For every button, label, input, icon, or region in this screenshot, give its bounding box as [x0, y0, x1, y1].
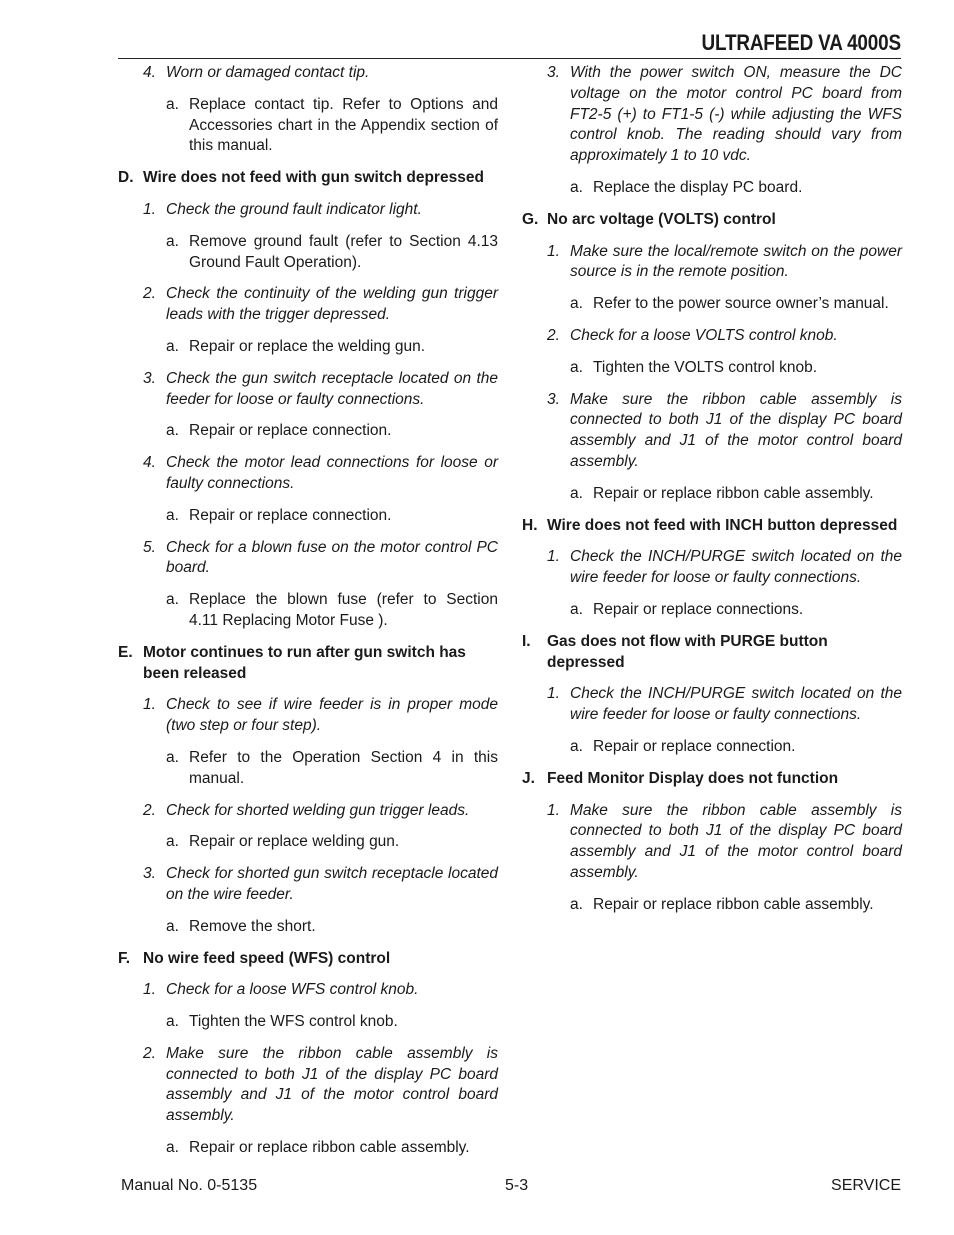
- section-heading: [522, 632, 902, 674]
- section-heading-text: Motor continues to run after gun switch has been released: [143, 643, 466, 682]
- check-step-number: 1.: [143, 200, 156, 218]
- corrective-action-text: Repair or replace connections.: [593, 600, 804, 618]
- corrective-action: [570, 178, 902, 199]
- check-step-number: 4.: [143, 64, 156, 81]
- check-step-text: Make sure the local/remote switch on the power source is in the remote position.: [570, 242, 902, 281]
- corrective-action-number: a.: [166, 95, 179, 113]
- corrective-action: [166, 232, 498, 274]
- check-step-number: 1.: [143, 696, 156, 714]
- corrective-action-number: a.: [166, 337, 179, 355]
- corrective-action: [166, 95, 498, 157]
- check-step-number: 3.: [143, 369, 156, 387]
- corrective-action-text: Tighten the VOLTS control knob.: [593, 358, 818, 376]
- check-step-number: 3.: [547, 390, 560, 408]
- check-step: [143, 695, 498, 737]
- corrective-action-text: Refer to the Operation Section 4 in this manual.: [189, 748, 498, 787]
- document-title: ULTRAFEED VA 4000S: [701, 30, 901, 55]
- check-step-number: 4.: [143, 454, 156, 472]
- left-column: [118, 63, 498, 1170]
- section-heading-number: E.: [118, 643, 133, 661]
- check-step: [143, 980, 498, 1001]
- section-heading-number: D.: [118, 169, 134, 187]
- check-step: [547, 547, 902, 589]
- check-step: [143, 284, 498, 326]
- check-step-text: Check for shorted gun switch receptacle located on the wire feeder.: [166, 865, 498, 903]
- check-step-text: Check for a loose WFS control knob.: [166, 981, 419, 999]
- section-heading-number: I.: [522, 632, 531, 650]
- section-heading-text: Wire does not feed with INCH button depressed: [547, 516, 898, 534]
- corrective-action-text: Repair or replace connection.: [189, 506, 392, 524]
- corrective-action: [166, 917, 498, 938]
- corrective-action: [166, 1012, 498, 1033]
- section-heading: [522, 210, 902, 231]
- check-step: [143, 1044, 498, 1127]
- corrective-action-text: Repair or replace connection.: [593, 737, 796, 755]
- check-step-text: Check the INCH/PURGE switch located on the wire feeder for loose or faulty connections.: [570, 685, 902, 724]
- page-number: 5-3: [505, 1177, 529, 1194]
- corrective-action-text: Repair or replace ribbon cable assembly.: [593, 484, 874, 502]
- check-step-text: Check the gun switch receptacle located on the feeder for loose or faulty connections.: [166, 369, 498, 408]
- corrective-action: [570, 358, 902, 379]
- corrective-action-number: a.: [166, 422, 179, 440]
- corrective-action-number: a.: [166, 591, 179, 609]
- section-heading-text: Gas does not flow with PURGE button depressed: [547, 632, 828, 671]
- corrective-action-text: Repair or replace welding gun.: [189, 833, 400, 851]
- corrective-action-number: a.: [570, 737, 583, 755]
- corrective-action-number: a.: [570, 358, 583, 376]
- check-step: [547, 684, 902, 726]
- corrective-action: [166, 421, 498, 442]
- section-heading: [118, 949, 498, 970]
- check-step-text: Check to see if wire feeder is in proper mode (two step or four step).: [166, 696, 498, 735]
- corrective-action-number: a.: [570, 178, 583, 196]
- check-step-text: Make sure the ribbon cable assembly is connected to both J1 of the display PC board assembly and J1 of the motor control board assembly.: [570, 801, 902, 881]
- section-heading: [118, 168, 498, 189]
- check-step: [143, 63, 498, 84]
- corrective-action-text: Repair or replace the welding gun.: [189, 337, 426, 355]
- check-step-text: Worn or damaged contact tip.: [166, 64, 370, 81]
- check-step: [143, 538, 498, 580]
- section-heading-number: H.: [522, 516, 538, 534]
- corrective-action: [166, 337, 498, 358]
- check-step: [143, 369, 498, 411]
- right-column: [522, 63, 902, 927]
- section-heading-number: G.: [522, 210, 539, 228]
- section-heading: [522, 516, 902, 537]
- corrective-action: [570, 895, 902, 916]
- section-heading-text: No arc voltage (VOLTS) control: [547, 210, 776, 228]
- corrective-action-number: a.: [166, 748, 179, 766]
- check-step-text: Make sure the ribbon cable assembly is connected to both J1 of the display PC board assembly and J1 of the motor control board assembly.: [166, 1044, 498, 1125]
- corrective-action-text: Refer to the power source owner’s manual.: [593, 295, 889, 313]
- check-step: [143, 453, 498, 495]
- check-step-text: Check for a loose VOLTS control knob.: [570, 326, 838, 344]
- check-step-number: 3.: [547, 64, 560, 81]
- corrective-action: [570, 484, 902, 505]
- corrective-action-number: a.: [166, 506, 179, 524]
- check-step-text: Check the motor lead connections for loose or faulty connections.: [166, 454, 498, 492]
- corrective-action-text: Repair or replace ribbon cable assembly.: [593, 895, 874, 913]
- section-heading: [118, 643, 498, 685]
- check-step-number: 5.: [143, 538, 156, 556]
- corrective-action-number: a.: [166, 1139, 179, 1157]
- check-step-text: Check the continuity of the welding gun trigger leads with the trigger depressed.: [166, 285, 498, 324]
- corrective-action-number: a.: [570, 600, 583, 618]
- corrective-action: [570, 294, 902, 315]
- section-heading-text: No wire feed speed (WFS) control: [143, 949, 391, 967]
- corrective-action: [570, 737, 902, 758]
- check-step: [143, 801, 498, 822]
- corrective-action-number: a.: [570, 484, 583, 502]
- corrective-action-number: a.: [166, 917, 179, 935]
- corrective-action: [166, 832, 498, 853]
- check-step-number: 1.: [547, 685, 560, 703]
- check-step: [143, 200, 498, 221]
- corrective-action-text: Tighten the WFS control knob.: [189, 1013, 398, 1031]
- check-step: [547, 801, 902, 884]
- corrective-action-number: a.: [570, 295, 583, 313]
- corrective-action: [166, 748, 498, 790]
- corrective-action-text: Repair or replace connection.: [189, 422, 392, 440]
- check-step-text: Check for shorted welding gun trigger leads.: [166, 801, 470, 819]
- check-step: [547, 326, 902, 347]
- section-name: SERVICE: [831, 1177, 901, 1194]
- corrective-action: [570, 600, 902, 621]
- section-heading-number: J.: [522, 769, 535, 787]
- corrective-action-text: Replace contact tip. Refer to Options and Accessories chart in the Appendix section of this manual.: [189, 95, 498, 155]
- corrective-action: [166, 506, 498, 527]
- corrective-action-number: a.: [166, 1013, 179, 1031]
- corrective-action: [166, 590, 498, 632]
- corrective-action-number: a.: [166, 833, 179, 851]
- corrective-action-text: Remove the short.: [189, 917, 316, 935]
- check-step-text: Check for a blown fuse on the motor control PC board.: [166, 538, 498, 577]
- corrective-action-text: Replace the display PC board.: [593, 178, 803, 196]
- corrective-action-text: Repair or replace ribbon cable assembly.: [189, 1139, 470, 1157]
- check-step-text: Check the ground fault indicator light.: [166, 200, 422, 218]
- check-step-text: Make sure the ribbon cable assembly is connected to both J1 of the display PC board assembly and J1 of the motor control board assembly.: [570, 390, 902, 470]
- corrective-action-number: a.: [570, 895, 583, 913]
- check-step: [547, 63, 902, 167]
- check-step-number: 2.: [547, 326, 560, 344]
- check-step: [143, 864, 498, 906]
- check-step-number: 2.: [143, 285, 156, 303]
- check-step-text: Check the INCH/PURGE switch located on the wire feeder for loose or faulty connections.: [570, 548, 902, 587]
- manual-number: Manual No. 0-5135: [121, 1177, 258, 1194]
- check-step-number: 2.: [143, 801, 156, 819]
- corrective-action-text: Remove ground fault (refer to Section 4.13 Ground Fault Operation).: [189, 232, 498, 271]
- check-step-number: 3.: [143, 865, 156, 883]
- check-step-number: 1.: [547, 548, 560, 566]
- corrective-action-number: a.: [166, 232, 179, 250]
- section-heading: [522, 769, 902, 790]
- section-heading-text: Wire does not feed with gun switch depressed: [143, 169, 484, 187]
- check-step-number: 1.: [143, 981, 156, 999]
- check-step-number: 1.: [547, 801, 560, 819]
- check-step: [547, 390, 902, 473]
- check-step: [547, 242, 902, 284]
- section-heading-number: F.: [118, 949, 131, 967]
- corrective-action: [166, 1138, 498, 1159]
- check-step-number: 1.: [547, 242, 560, 260]
- header-rule: [118, 58, 901, 59]
- check-step-text: With the power switch ON, measure the DC voltage on the motor control PC board from FT2-5 (+) to FT1-5 (-) while adjusting the WFS control knob. The reading should vary from approximately 1 to 10 vdc.: [570, 64, 902, 165]
- corrective-action-text: Replace the blown fuse (refer to Section 4.11 Replacing Motor Fuse ).: [189, 591, 498, 629]
- check-step-number: 2.: [143, 1044, 156, 1062]
- section-heading-text: Feed Monitor Display does not function: [547, 769, 839, 787]
